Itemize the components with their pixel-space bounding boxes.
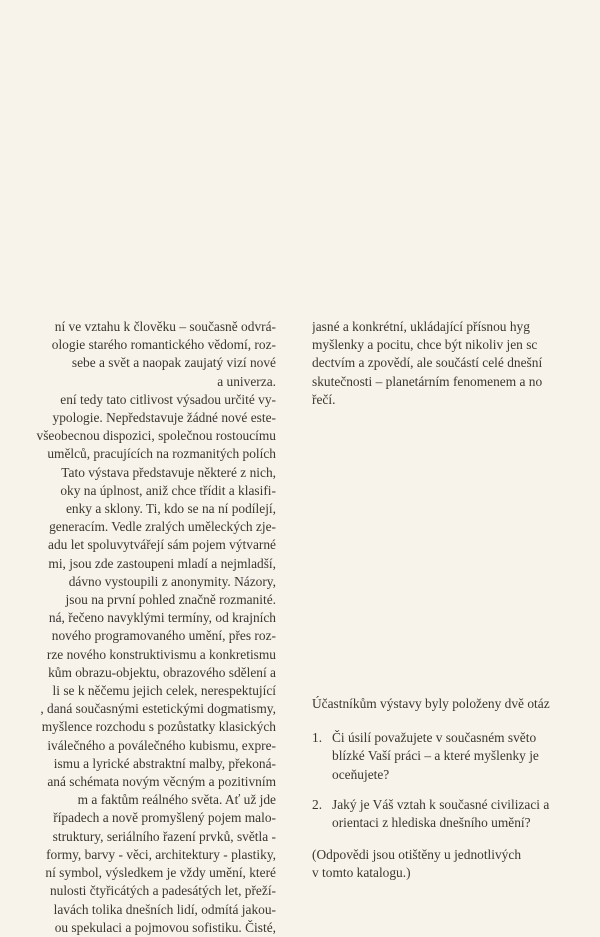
question-number: 2. xyxy=(312,796,323,812)
question-line: blízké Vaší práci – a které myšlenky je xyxy=(332,748,539,764)
question-line: Jaký je Váš vztah k současné civilizaci a xyxy=(332,796,550,812)
text-line: formy, barvy - věci, architektury - plastiky, xyxy=(46,846,276,862)
text-line: ou spekulaci a pojmovou sofistiku. Čisté, xyxy=(54,919,276,935)
text-line: dectvím a zpovědí, ale součástí celé dnešní xyxy=(312,355,543,371)
text-line: kům obrazu-objektu, obrazového sdělení a xyxy=(48,664,276,680)
text-line: lavách tolika dnešních lidí, odmítá jakou- xyxy=(53,901,276,917)
text-line: m a faktům reálného světa. Ať už jde xyxy=(77,792,276,808)
questions-section xyxy=(312,695,600,883)
text-line: ní ve vztahu k člověku – současně odvrá- xyxy=(54,319,276,334)
text-line: ní symbol, výsledkem je vždy umění, které xyxy=(45,865,276,881)
text-line: skutečnosti – planetárním fenomenem a no xyxy=(312,373,543,389)
text-line: aná schémata novým věcným a pozitivním xyxy=(47,774,276,790)
text-line: všeobecnou dispozici, společnou rostoucímu xyxy=(36,428,276,444)
right-column-text xyxy=(312,318,600,409)
text-line: řečí. xyxy=(312,391,336,407)
text-line: struktury, seriálního řazení prvků, světla - xyxy=(52,828,276,844)
question-number: 1. xyxy=(312,730,323,746)
text-line: , daná současnými estetickými dogmatismy, xyxy=(40,701,276,717)
text-line: jasné a konkrétní, ukládající přísnou hyg xyxy=(312,319,530,334)
text-line: myšlence rozchodu s pozůstatky klasických xyxy=(41,719,276,735)
text-line: nového programovaného umění, přes roz- xyxy=(51,628,276,644)
text-line: enky a sklony. Ti, kdo se na ní podílejí, xyxy=(65,501,276,517)
question-line: orientaci z hlediska dnešního umění? xyxy=(332,815,531,831)
text-line: ismu a lyrické abstraktní malby, překoná- xyxy=(53,755,276,771)
text-line: dávno vystoupili z anonymity. Názory, xyxy=(68,573,276,589)
question-text xyxy=(332,729,600,784)
text-line: adu let spoluvytvářejí sám pojem výtvarné xyxy=(48,537,276,553)
text-line: sebe a svět a naopak zaujatý vizí nové xyxy=(71,355,276,371)
text-line: ypologie. Nepředstavuje žádné nové este- xyxy=(52,410,276,426)
question-item xyxy=(312,729,600,784)
text-line: nulosti čtyřicátých a padesátých let, přeží- xyxy=(49,883,276,899)
footnote-line: v tomto katalogu.) xyxy=(312,865,411,881)
questions-intro: Účastníkům výstavy byly položeny dvě otáz xyxy=(312,696,550,711)
text-line: Tato výstava představuje některé z nich, xyxy=(61,464,276,480)
question-line: Či úsilí považujete v současném světo xyxy=(332,730,537,746)
question-item xyxy=(312,796,600,832)
text-line: ologie starého romantického vědomí, roz- xyxy=(51,337,276,353)
text-line: umělců, pracujících na rozmanitých polích xyxy=(47,446,276,462)
text-line: rze nového konstruktivismu a konkretismu xyxy=(46,646,276,662)
question-text xyxy=(332,796,600,832)
text-line: mi, jsou zde zastoupeni mladí a nejmladší, xyxy=(48,555,276,571)
text-line: ná, řečeno navyklými termíny, od krajních xyxy=(48,610,276,626)
text-line: iválečného a poválečného kubismu, expre- xyxy=(47,737,276,753)
footnote xyxy=(312,846,600,882)
question-line: oceňujete? xyxy=(332,766,390,782)
text-line: ení tedy tato citlivost výsadou určité vy- xyxy=(60,391,276,407)
text-line: jsou na první pohled značně rozmanité. xyxy=(65,592,276,608)
left-column-text xyxy=(0,318,276,937)
footnote-line: (Odpovědi jsou otištěny u jednotlivých xyxy=(312,847,522,863)
text-line: myšlenky a pocitu, chce být nikoliv jen sc xyxy=(312,337,538,353)
text-line: řípadech a nově promyšlený pojem malo- xyxy=(53,810,276,826)
text-line: generacím. Vedle zralých uměleckých zje- xyxy=(49,519,276,535)
text-line: a univerza. xyxy=(217,373,276,389)
text-line: oky na úplnost, aniž chce třídit a klasifi- xyxy=(60,482,276,498)
text-line: li se k něčemu jejich celek, nerespektující xyxy=(52,683,276,699)
